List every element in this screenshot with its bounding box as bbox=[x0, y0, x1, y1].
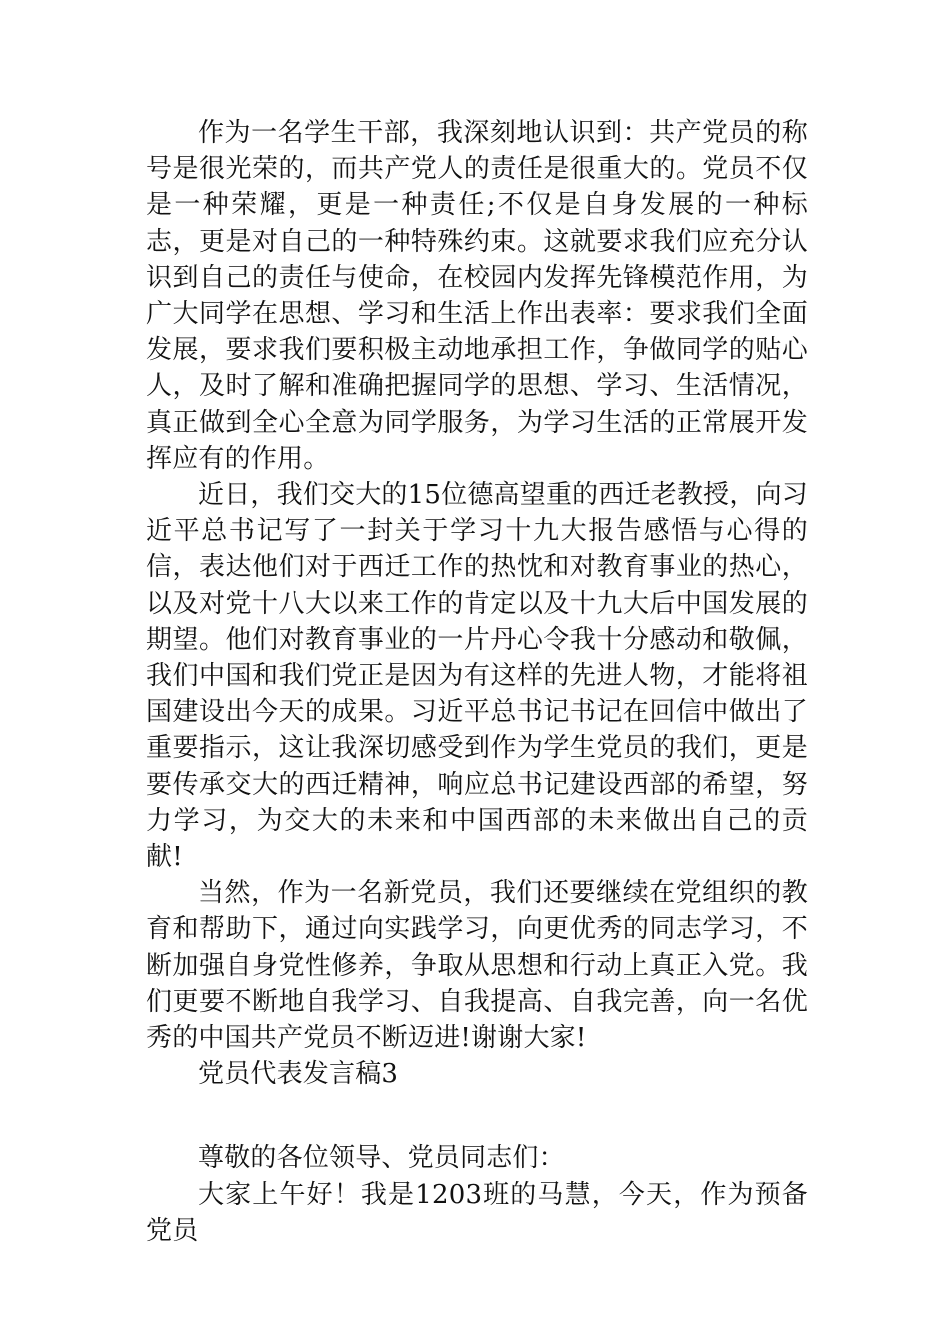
document-body bbox=[146, 115, 808, 1249]
paragraph-new-member: 当然，作为一名新党员，我们还要继续在党组织的教育和帮助下，通过向实践学习，向更优秀的同志学习，不断加强自身党性修养，争取从思想和行动上真正入党。我们更要不断地自我学习、自我提高、自我完善，向一名优秀的中国共产党员不断迈进!谢谢大家! bbox=[146, 878, 808, 1054]
blank-line bbox=[146, 1092, 808, 1140]
section-title: 党员代表发言稿3 bbox=[198, 1059, 399, 1090]
opening-line: 大家上午好！我是1203班的马慧，今天，作为预备党员 bbox=[146, 1179, 808, 1246]
paragraph-student-cadre: 作为一名学生干部，我深刻地认识到：共产党员的称号是很光荣的，而共产党人的责任是很重大的。党员不仅是一种荣耀，更是一种责任;不仅是自身发展的一种标志，更是对自己的一种特殊约束。这就要求我们应充分认识到自己的责任与使命，在校园内发挥先锋模范作用，为广大同学在思想、学习和生活上作出表率：要求我们全面发展，要求我们要积极主动地承担工作，争做同学的贴心人，及时了解和准确把握同学的思想、学习、生活情况，真正做到全心全意为同学服务，为学习生活的正常展开发挥应有的作用。 bbox=[146, 118, 808, 474]
salutation: 尊敬的各位领导、党员同志们： bbox=[198, 1143, 565, 1174]
paragraph-westward-professors: 近日，我们交大的15位德高望重的西迁老教授，向习近平总书记写了一封关于学习十九大报告感悟与心得的信，表达他们对于西迁工作的热忱和对教育事业的热心，以及对党十八大以来工作的肯定以及十九大后中国发展的期望。他们对教育事业的一片丹心令我十分感动和敬佩，我们中国和我们党正是因为有这样的先进人物，才能将祖国建设出今天的成果。习近平总书记书记在回信中做出了重要指示，这让我深切感受到作为学生党员的我们，更是要传承交大的西迁精神，响应总书记建设西部的希望，努力学习，为交大的未来和中国西部的未来做出自己的贡献! bbox=[146, 480, 808, 873]
